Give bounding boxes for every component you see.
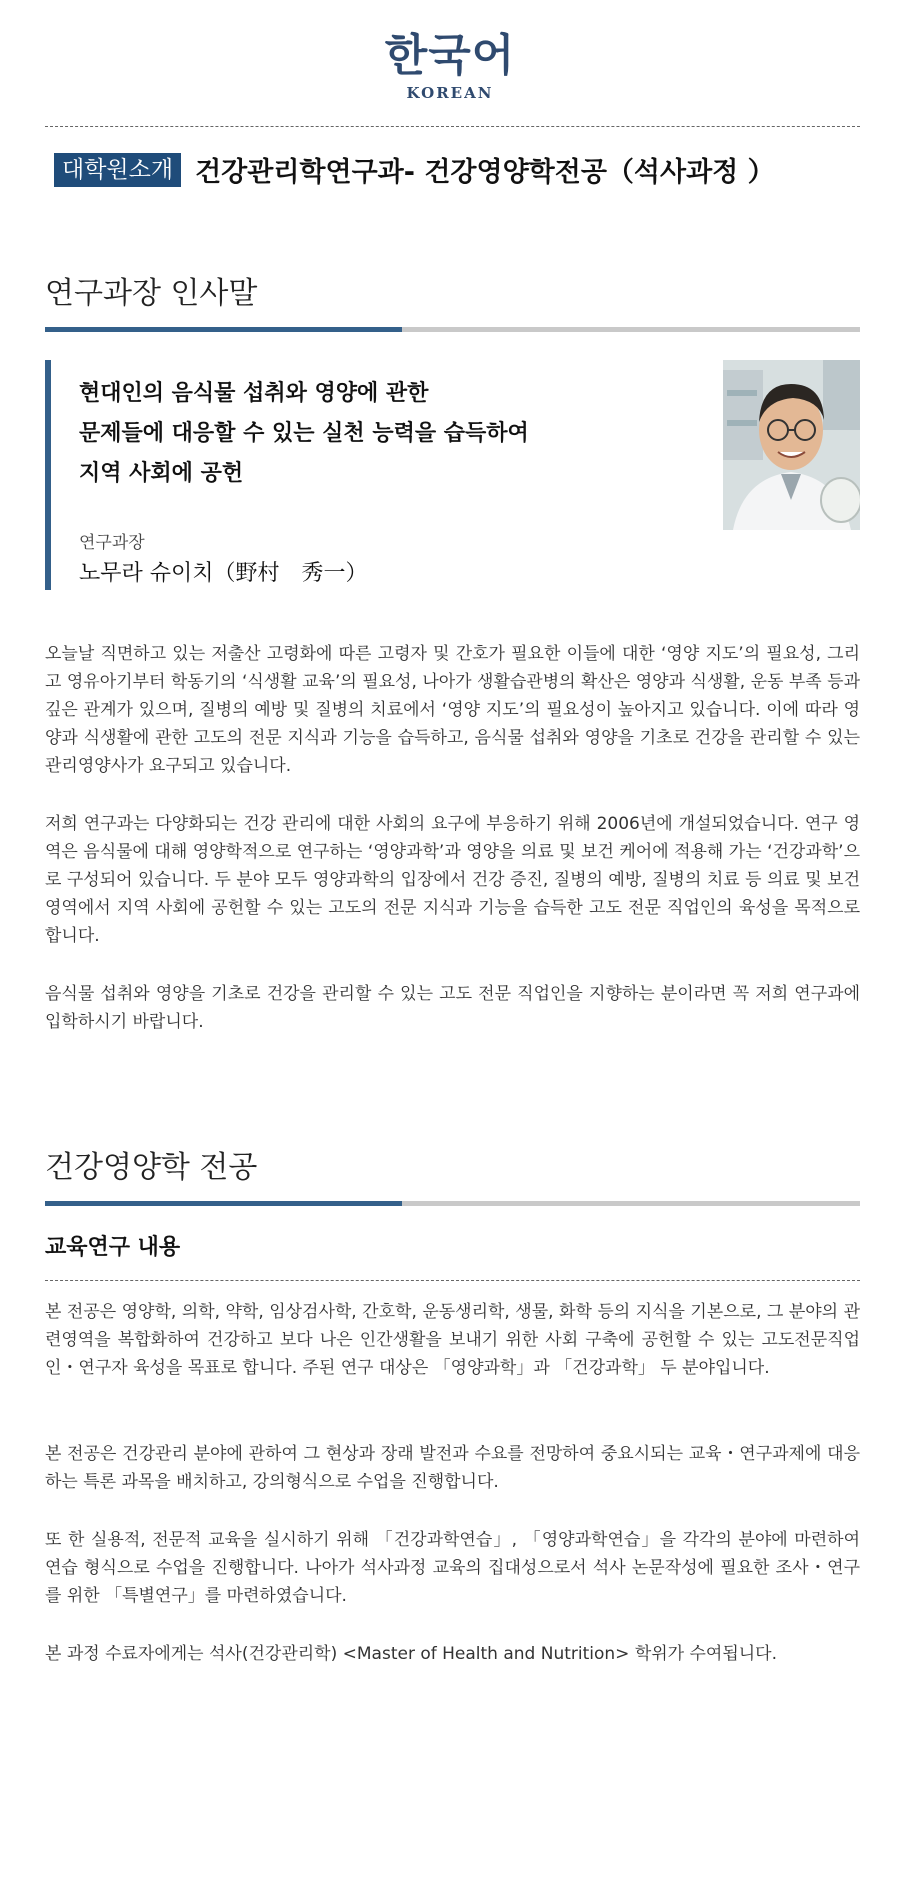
greeting-heading-line: 문제들에 대응할 수 있는 실천 능력을 습득하여 bbox=[79, 421, 529, 446]
major-section-title: 건강영양학 전공 bbox=[45, 1150, 258, 1185]
dean-role: 연구과장 bbox=[79, 533, 145, 553]
major-paragraph: 본 과정 수료자에게는 석사(건강관리학) <Master of Health and Nutrition> 학위가 수여됩니다. bbox=[45, 1644, 778, 1664]
section-underline bbox=[45, 327, 860, 332]
greeting-heading-line: 지역 사회에 공헌 bbox=[79, 461, 244, 486]
logo-subtitle: KOREAN bbox=[406, 84, 494, 102]
page-title-text: 건강관리학연구과- 건강영양학전공（석사과정 ） bbox=[195, 157, 775, 188]
major-paragraph: 또 한 실용적, 전문적 교육을 실시하기 위해 「건강과학연습」, 「영양과학연습」을 각각의 분야에 마련하여 연습 형식으로 수업을 진행합니다. 나아가 석사과정 교육의 집대성으로서 석사 논문작성에 필요한 조사・연구를 위한 「특별연구」를 마련하였습니다. bbox=[45, 1530, 860, 1606]
education-research-heading: 교육연구 내용 bbox=[45, 1235, 181, 1260]
major-paragraph: 본 전공은 영양학, 의학, 약학, 임상검사학, 간호학, 운동생리학, 생물, 화학 등의 지식을 기본으로, 그 분야의 관련영역을 복합화하여 건강하고 보다 나은 인간생활을 보내기 위한 사회 구축에 공헌할 수 있는 고도전문직업인・연구자 육성을 목표로 합니다. 주된 연구 대상은 「영양과학」과 「건강과학」 두 분야입니다. bbox=[45, 1302, 860, 1378]
subheading-divider bbox=[45, 1280, 860, 1281]
category-badge: 대학원소개 bbox=[54, 153, 181, 187]
greeting-paragraph: 음식물 섭취와 영양을 기초로 건강을 관리할 수 있는 고도 전문 직업인을 지향하는 분이라면 꼭 저희 연구과에 입학하시기 바랍니다. bbox=[45, 984, 860, 1032]
site-logo[interactable] bbox=[0, 30, 900, 102]
greeting-paragraph: 오늘날 직면하고 있는 저출산 고령화에 따른 고령자 및 간호가 필요한 이들에 대한 ‘영양 지도’의 필요성, 그리고 영유아기부터 학동기의 ‘식생활 교육’의 필요성, 나아가 생활습관병의 확산은 영양과 식생활, 운동 부족 등과 깊은 관계가 있으며, 질병의 예방 및 질병의 치료에서 ‘영양 지도’의 필요성이 높아지고 있습니다. 이에 따라 영양과 식생활에 관한 고도의 전문 지식과 기능을 습득하고, 음식물 섭취와 영양을 기초로 건강을 관리할 수 있는 관리영양사가 요구되고 있습니다. bbox=[45, 644, 860, 776]
logo-korean-text: 한국어 bbox=[384, 30, 516, 81]
greeting-heading-line: 현대인의 음식물 섭취와 영양에 관한 bbox=[79, 381, 429, 406]
major-paragraph: 본 전공은 건강관리 분야에 관하여 그 현상과 장래 발전과 수요를 전망하여 중요시되는 교육・연구과제에 대응하는 특론 과목을 배치하고, 강의형식으로 수업을 진행합니다. bbox=[45, 1444, 860, 1492]
greeting-section-header bbox=[45, 274, 860, 332]
header-divider bbox=[45, 126, 860, 127]
major-section-header bbox=[45, 1148, 860, 1206]
greeting-paragraph: 저희 연구과는 다양화되는 건강 관리에 대한 사회의 요구에 부응하기 위해 2006년에 개설되었습니다. 연구 영역은 음식물에 대해 영양학적으로 연구하는 ‘영양과학’과 영양을 의료 및 보건 케어에 적용해 가는 ‘건강과학’으로 구성되어 있습니다. 두 분야 모두 영양과학의 입장에서 건강 증진, 질병의 예방, 질병의 치료 등 의료 및 보건 영역에서 지역 사회에 공헌할 수 있는 고도의 전문 지식과 기능을 습득한 고도 전문 직업인의 육성을 목적으로 합니다. bbox=[45, 814, 860, 946]
greeting-heading bbox=[79, 374, 639, 494]
page-title bbox=[54, 150, 775, 189]
greeting-section-title: 연구과장 인사말 bbox=[45, 276, 258, 311]
section-underline bbox=[45, 1201, 860, 1206]
dean-name: 노무라 슈이치（野村 秀一） bbox=[79, 561, 368, 586]
dean-portrait-photo bbox=[723, 360, 860, 530]
